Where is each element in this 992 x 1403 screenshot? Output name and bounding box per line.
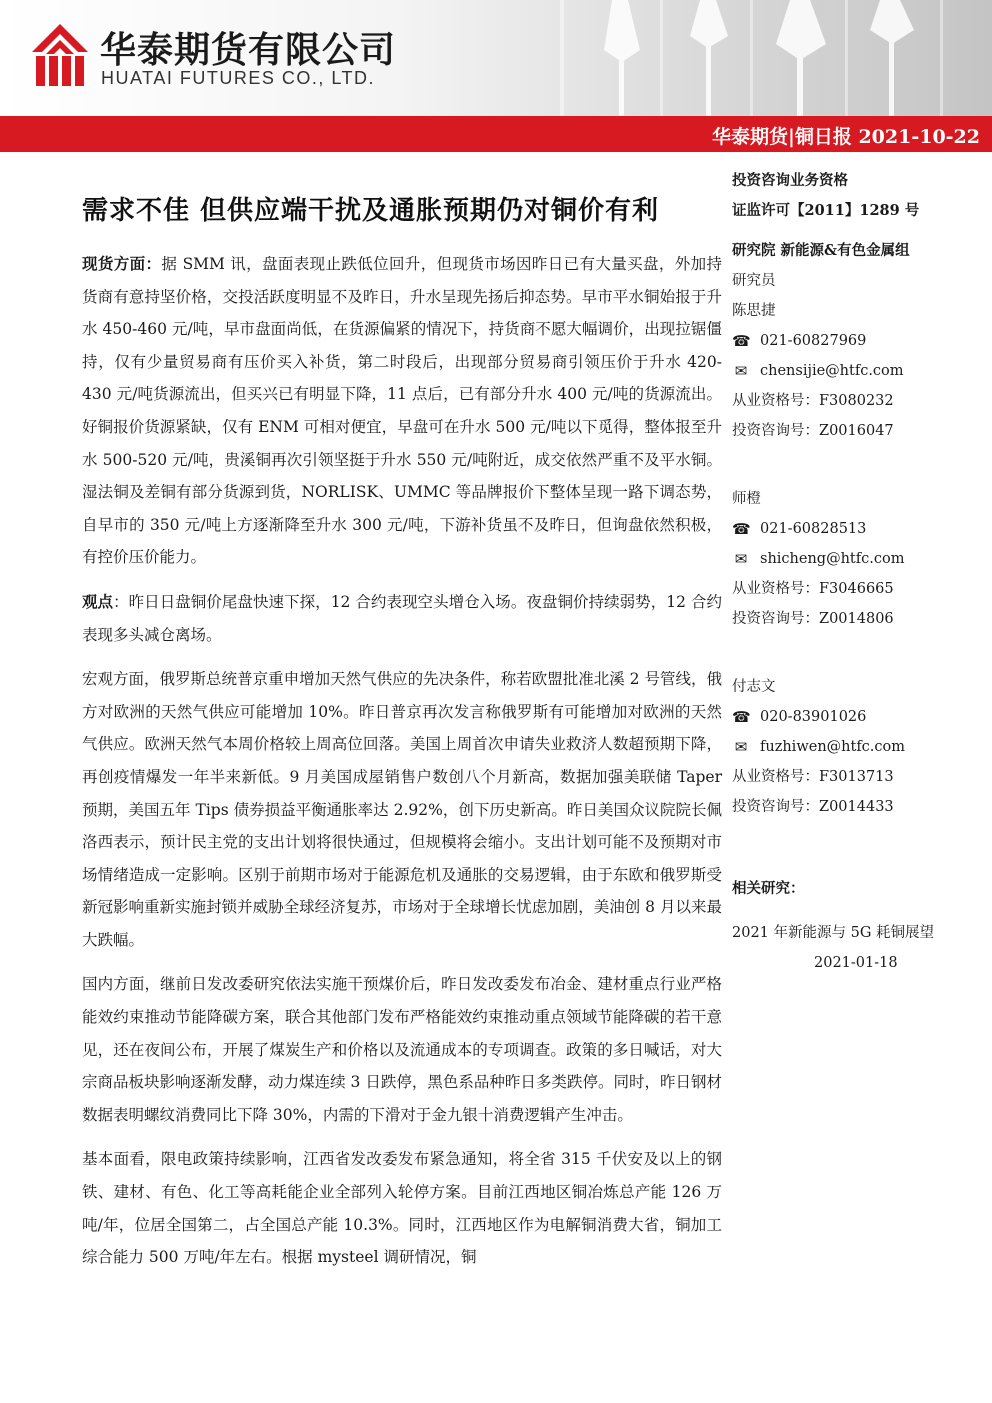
analyst-advisory: 投资咨询号：Z0014433 (732, 799, 894, 815)
related-research-date: 2021-01-18 (814, 955, 898, 971)
phone-icon: ☎ (732, 708, 751, 726)
analyst-phone: ☎ 021-60828513 (732, 514, 982, 544)
envelope-icon: ✉ (734, 550, 748, 568)
report-title: 需求不佳 但供应端干扰及通胀预期仍对铜价有利 (82, 196, 660, 226)
huatai-logo-icon (30, 22, 90, 88)
analyst-advisory: 投资咨询号：Z0014806 (732, 611, 894, 627)
analyst-cert: 从业资格号：F3046665 (732, 581, 894, 597)
analyst-name: 陈思捷 (732, 303, 776, 319)
analyst-cert: 从业资格号：F3013713 (732, 769, 894, 785)
header-band (0, 0, 992, 116)
analyst-email[interactable]: ✉ shicheng@htfc.com (732, 544, 982, 574)
analyst-name: 师橙 (732, 491, 761, 507)
phone-icon: ☎ (732, 332, 751, 350)
analyst-email[interactable]: ✉ fuzhiwen@htfc.com (732, 732, 982, 762)
company-name-en: HUATAI FUTURES CO., LTD. (101, 68, 376, 88)
institute: 研究院 新能源&有色金属组 (732, 242, 910, 259)
analyst-name: 付志文 (732, 679, 776, 695)
report-tag: 华泰期货|铜日报 2021-10-22 (711, 126, 980, 148)
report-body (82, 248, 722, 1286)
related-research-link[interactable]: 2021 年新能源与 5G 耗铜展望 (732, 925, 935, 941)
analyst-advisory: 投资咨询号：Z0016047 (732, 423, 894, 439)
envelope-icon: ✉ (734, 738, 748, 756)
phone-icon: ☎ (732, 520, 751, 538)
qualification: 投资咨询业务资格 (732, 172, 848, 189)
envelope-icon: ✉ (734, 362, 748, 380)
paragraph-view: 观点：昨日日盘铜价尾盘快速下探，12 合约表现空头增仓入场。夜盘铜价持续弱势，12 合约表现多头减仓离场。 (82, 591, 722, 644)
paragraph-domestic: 国内方面，继前日发改委研究依法实施干预煤价后，昨日发改委发布冶金、建材重点行业严格能效约束推动节能降碳方案，联合其他部门发布严格能效约束推动重点领域节能降碳的若干意见，还在夜间公布，开展了煤炭生产和价格以及流通成本的专项调查。政策的多日喊话，对大宗商品板块影响逐渐发酵，动力煤连续 3 日跌停，黑色系品种昨日多类跌停。同时，昨日钢材数据表明螺纹消费同比下降 30%，内需的下滑对于金九银十消费逻辑产生冲击。 (82, 975, 722, 1124)
related-research-label: 相关研究： (732, 880, 805, 897)
analyst-cert: 从业资格号：F3080232 (732, 393, 894, 409)
analyst-email[interactable]: ✉ chensijie@htfc.com (732, 356, 982, 386)
analyst-phone: ☎ 021-60827969 (732, 326, 982, 356)
company-name-cn: 华泰期货有限公司 (100, 30, 397, 71)
paragraph-macro: 宏观方面，俄罗斯总统普京重申增加天然气供应的先决条件，称若欧盟批准北溪 2 号管线，俄方对欧洲的天然气供应可能增加 10%。昨日普京再次发言称俄罗斯有可能增加对欧洲的天然气供应。欧洲天然气本周价格较上周高位回落。美国上周首次申请失业救济人数超预期下降，再创疫情爆发一年半来新低。9 月美国成屋销售户数创八个月新高，数据加强美联储 Taper 预期，美国五年 Tips 债券损益平衡通胀率达 2.92%，创下历史新高。昨日美国众议院院长佩洛西表示，预计民主党的支出计划将很快通过，但规模将会缩小。支出计划可能不及预期对市场情绪造成一定影响。区别于前期市场对于能源危机及通胀的交易逻辑，由于东欧和俄罗斯受新冠影响重新实施封锁并威胁全球经济复苏，市场对于全球增长忧虑加剧，美油创 8 月以来最大跌幅。 (82, 670, 722, 949)
paragraph-spot: 现货方面：据 SMM 讯，盘面表现止跌低位回升，但现货市场因昨日已有大量买盘，外加持货商有意持坚价格，交投活跃度明显不及昨日，升水呈现先扬后抑态势。早市平水铜始报于升水 450-460 元/吨，早市盘面尚低，在货源偏紧的情况下，持货商不愿大幅调价，出现拉锯僵持，仅有少量贸易商有压价买入补货，第二时段后，出现部分贸易商引领压价于升水 420-430 元/吨货源流出，但买兴已有明显下降，11 点后，已有部分升水 400 元/吨的货源流出。好铜报价货源紧缺，仅有 ENM 可相对便宜，早盘可在升水 500 元/吨以下觅得，整体报至升水 500-520 元/吨，贵溪铜再次引领坚挺于升水 550 元/吨附近，成交依然严重不及平水铜。湿法铜及差铜有部分货源到货，NORLISK、UMMC 等品牌报价下整体呈现一路下调态势，自早市的 350 元/吨上方逐渐降至升水 300 元/吨，下游补货虽不及昨日，但询盘依然积极，有控价压价能力。 (82, 254, 722, 567)
license: 证监许可【2011】1289 号 (732, 202, 920, 219)
analyst-phone: ☎ 020-83901026 (732, 702, 982, 732)
role-label: 研究员 (732, 273, 776, 289)
paragraph-fundamentals: 基本面看，限电政策持续影响，江西省发改委发布紧急通知，将全省 315 千伏安及以上的钢铁、建材、有色、化工等高耗能企业全部列入轮停方案。目前江西地区铜冶炼总产能 126 万吨/年，位居全国第二，占全国总产能 10.3%。同时，江西地区作为电解铜消费大省，铜加工综合能力 500 万吨/年左右。根据 mysteel 调研情况，铜 (82, 1150, 722, 1267)
sidebar (732, 166, 982, 978)
